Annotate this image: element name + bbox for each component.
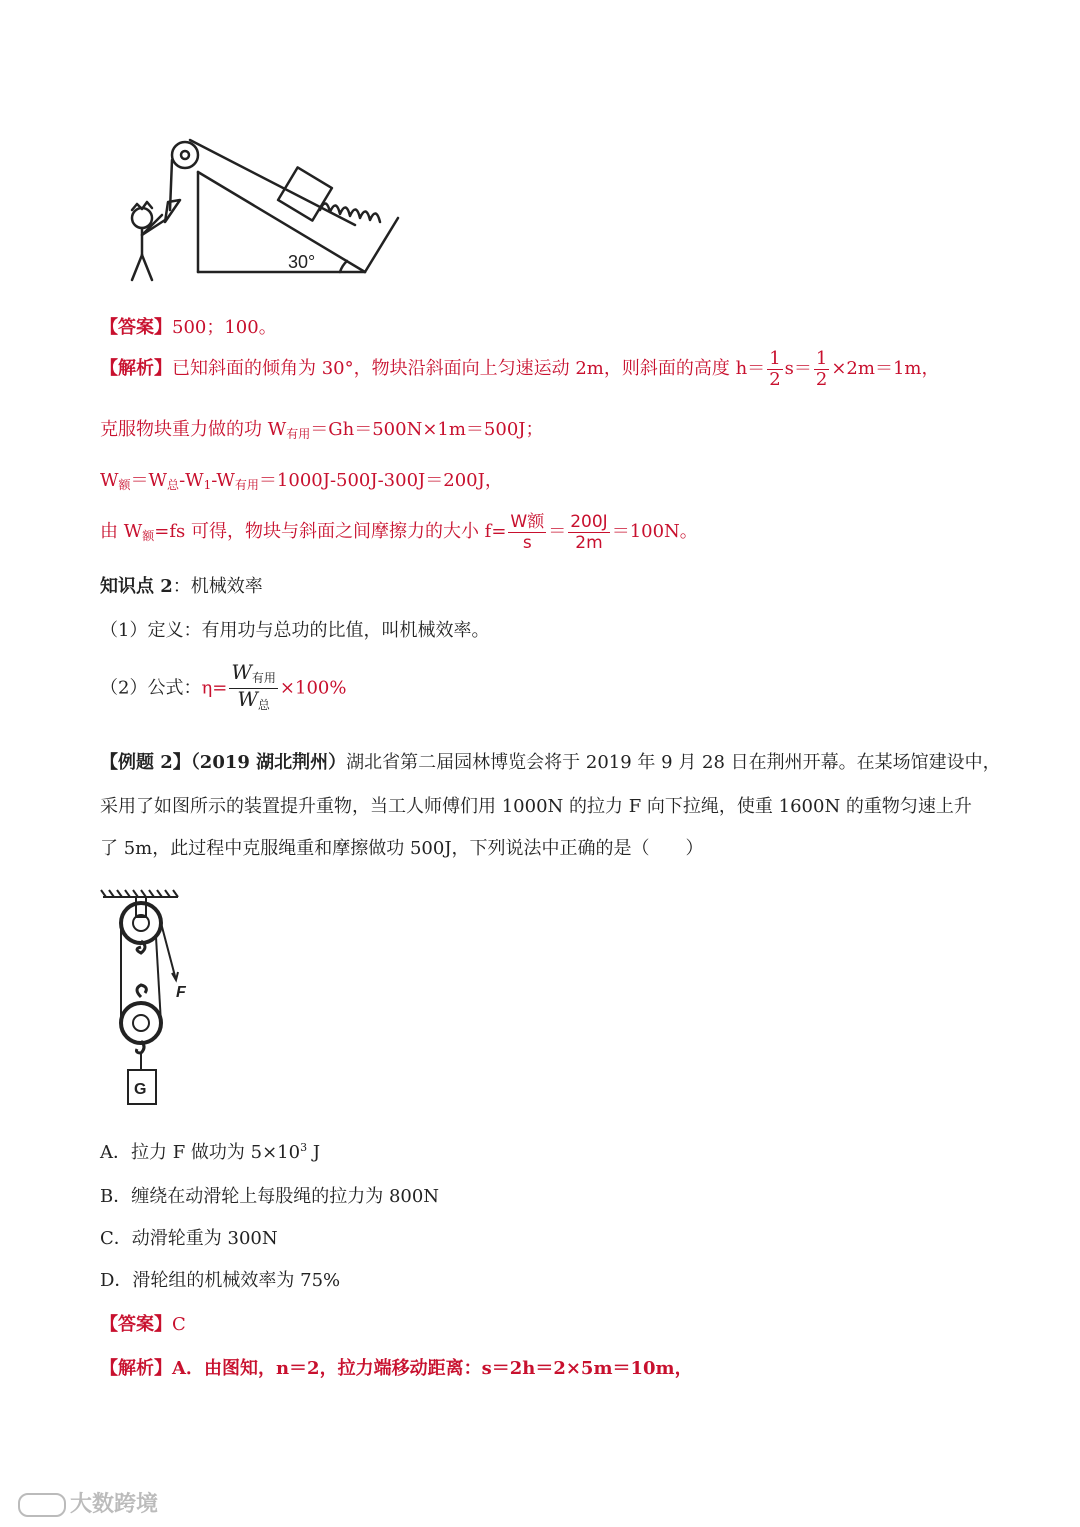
incline-pulley-figure (110, 130, 410, 290)
watermark (18, 1487, 158, 1518)
analysis-2-line: 【解析】A．由图知，n＝2，拉力端移动距离：s＝2h＝2×5m＝10m， (100, 1358, 693, 1379)
analysis-tag: 【解析】 (100, 358, 172, 379)
answer-tag: 【答案】 (100, 317, 172, 338)
force-label: F (176, 984, 186, 1001)
analysis-line-2: 克服物块重力做的功 $W_{有用}=Gh=500N\times 1m=500J$； (100, 419, 544, 441)
efficiency-fraction: $\frac{W_{有用}}{W_总}$ (231, 660, 276, 712)
fraction-half: $\frac{1}{2}$ (769, 347, 781, 390)
angle-label: 30° (288, 252, 316, 272)
fraction-200j-over-2m: $\frac{200J}{2m}$ (570, 511, 608, 553)
knowledge-definition: （1）定义：有用功与总功的比值，叫机械效率。 (100, 620, 490, 641)
analysis-text: ×2m＝1m， (831, 358, 940, 379)
watermark-logo-icon (18, 1493, 66, 1517)
option-d: D．滑轮组的机械效率为 75% (100, 1270, 341, 1291)
answer-line-1 (100, 313, 277, 339)
example-2-line-2: 采用了如图所示的装置提升重物，当工人师傅们用 1000N 的拉力 F 向下拉绳，使重 1600N 的重物匀速上升 (100, 796, 972, 817)
weight-label: G (134, 1081, 147, 1098)
fraction-half: $\frac{1}{2}$ (815, 347, 828, 390)
knowledge-title: 知识点 2：机械效率 (100, 576, 263, 597)
option-a: A．拉力 F 做功为 $5\times 10^3$ J (100, 1141, 321, 1163)
example-2-line-1: 【例题 2】（2019 湖北荆州）湖北省第二届园林博览会将于 2019 年 9 月 28 日在荆州开幕。在某场馆建设中， (100, 752, 1001, 773)
option-c: C．动滑轮重为 300N (100, 1228, 278, 1249)
analysis-line-4: 由 $W_额=fs$ 可得，物块与斜面之间摩擦力的大小 f= $\frac{\text{W额}}{s}$ ＝ $\frac{200J}{2m}$ ＝100N。 (100, 511, 698, 553)
knowledge-formula: （2）公式：η= $\frac{W_{有用}}{W_总}$ ×100% (100, 662, 346, 715)
example-2-line-3: 了 5m，此过程中克服绳重和摩擦做功 500J，下列说法中正确的是（ ） (100, 838, 704, 859)
analysis-line-1 (100, 348, 939, 390)
pulley-system-figure (98, 885, 208, 1115)
fraction-w-over-s: $\frac{\text{W额}}{s}$ (510, 511, 545, 553)
answer-value: 500；100。 (172, 317, 277, 338)
analysis-text: 已知斜面的倾角为 30°，物块沿斜面向上匀速运动 2m，则斜面的高度 h＝ (172, 358, 766, 379)
analysis-text: s＝ (784, 358, 812, 379)
option-b: B．缠绕在动滑轮上每股绳的拉力为 800N (100, 1186, 440, 1207)
analysis-line-3: $W_额=W_总-W_1-W_{有用}=1000J-500J-300J=200J$， (100, 470, 503, 492)
answer-line-2: 【答案】C (100, 1314, 186, 1335)
watermark-text: 大数跨境 (70, 1492, 159, 1517)
